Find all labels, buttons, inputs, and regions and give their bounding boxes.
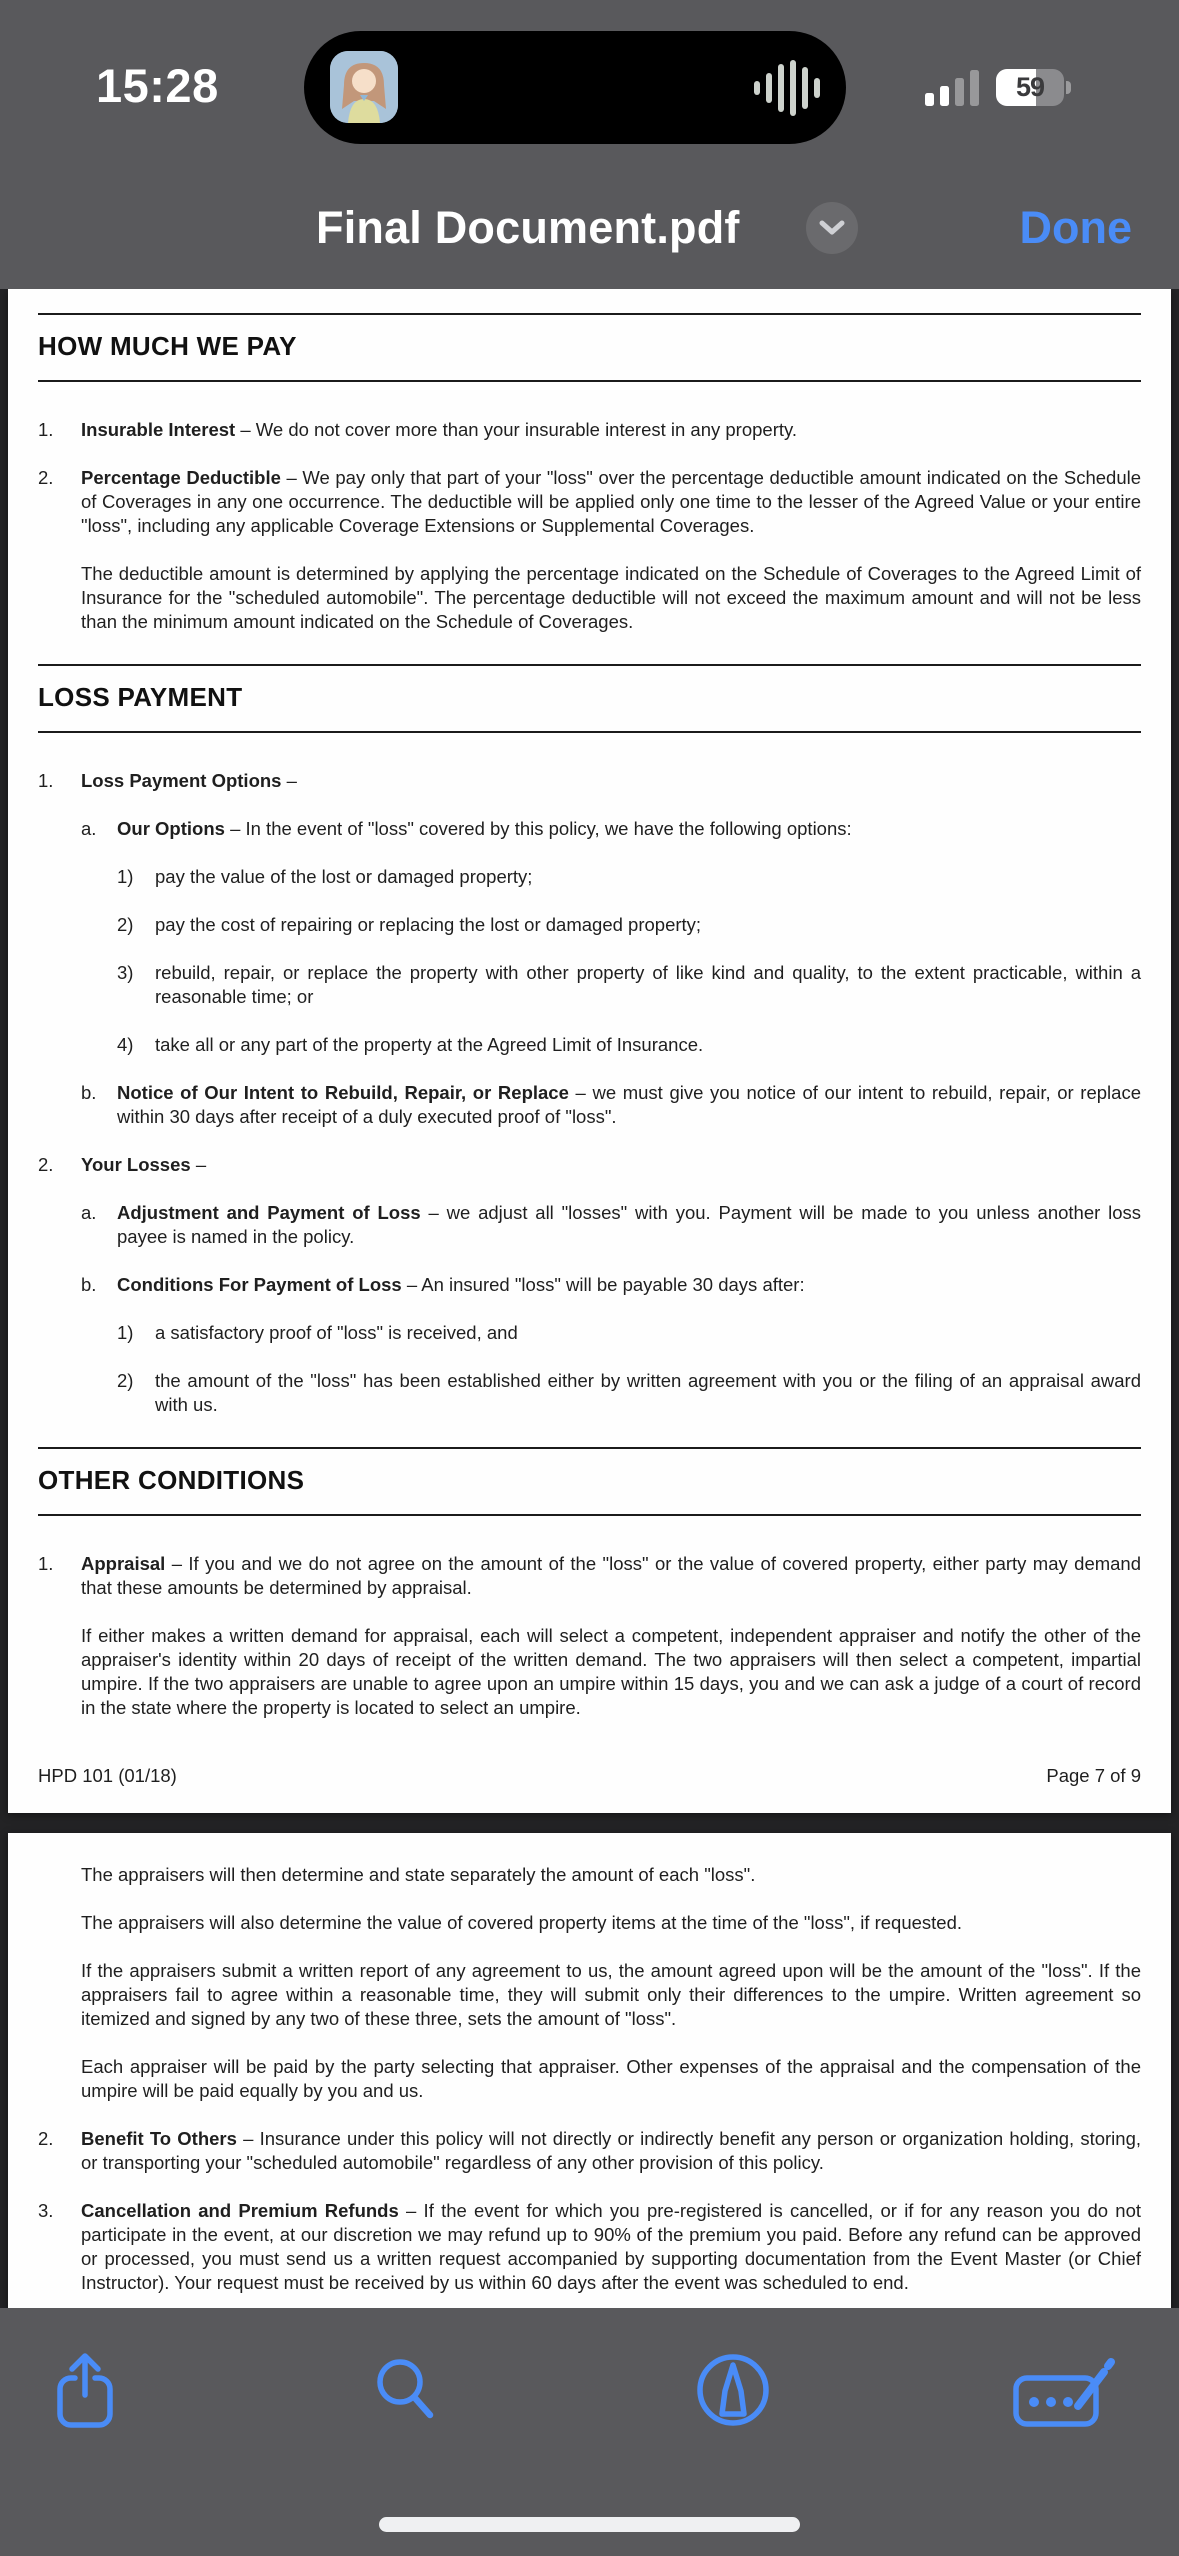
item-letter: b.: [81, 1274, 97, 1295]
list-item: [38, 1153, 1141, 1177]
item-text: Notice of Our Intent to Rebuild, Repair, or Replace – we must give you notice of our intent to rebuild, repair, or replace within 30 days after receipt of a duly executed proof of "loss".: [117, 1082, 1141, 1127]
item-letter: b.: [81, 1082, 97, 1103]
markup-icon: [696, 2353, 770, 2427]
list-item: [81, 1081, 1141, 1129]
item-number: 2.: [38, 2128, 54, 2149]
battery-nub: [1066, 81, 1071, 94]
item-text: Our Options – In the event of "loss" covered by this policy, we have the following options:: [117, 818, 852, 839]
markup-button[interactable]: [678, 2340, 788, 2440]
share-icon: [56, 2351, 114, 2429]
form-number: HPD 101 (01/18): [38, 1765, 177, 1786]
list-item: [38, 769, 1141, 793]
item-text: pay the cost of repairing or replacing the lost or damaged property;: [155, 914, 702, 935]
item-text: take all or any part of the property at the Agreed Limit of Insurance.: [155, 1034, 704, 1055]
item-text: a satisfactory proof of "loss" is received, and: [155, 1322, 518, 1343]
list-item: [117, 1033, 1141, 1057]
page-number: Page 7 of 9: [1046, 1765, 1141, 1786]
item-number: 1.: [38, 1553, 54, 1574]
paragraph: The appraisers will then determine and state separately the amount of each "loss".: [81, 1864, 756, 1885]
paragraph: The deductible amount is determined by applying the percentage indicated on the Schedule of Coverages to the Agreed Limit of Insurance for the "scheduled automobile". The percentage deductible will not exceed the maximum amount and will not be less than the minimum amount indicated on the Schedule of Coverages.: [81, 563, 1141, 632]
section-heading-how-much-we-pay: HOW MUCH WE PAY: [38, 331, 297, 361]
share-button[interactable]: [30, 2340, 140, 2440]
section-rule: [38, 380, 1141, 382]
item-text: Appraisal – If you and we do not agree on the amount of the "loss" or the value of covered property, either party may demand that these amounts be determined by appraisal.: [81, 1553, 1142, 1598]
status-time: 15:28: [96, 59, 219, 112]
nav-bar: [0, 196, 1179, 260]
section-rule: [38, 1447, 1141, 1449]
item-number: 1.: [38, 770, 54, 791]
search-icon: [375, 2358, 437, 2422]
list-item: [38, 2127, 1141, 2175]
done-button[interactable]: Done: [1019, 202, 1132, 253]
search-button[interactable]: [351, 2340, 461, 2440]
section-rule: [38, 1514, 1141, 1516]
item-text: Conditions For Payment of Loss – An insured "loss" will be payable 30 days after:: [117, 1274, 805, 1295]
item-text: the amount of the "loss" has been established either by written agreement with you or the filing of an appraisal award with us.: [155, 1370, 1141, 1415]
item-text: Loss Payment Options –: [81, 770, 297, 791]
item-number: 3): [117, 962, 134, 983]
list-item: [81, 1201, 1141, 1249]
list-item: [117, 1321, 1141, 1345]
battery-percent: 59: [1015, 72, 1045, 102]
item-number: 2.: [38, 467, 54, 488]
item-number: 2): [117, 1370, 134, 1391]
item-text: Benefit To Others – Insurance under this policy will not directly or indirectly benefit any person or organization holding, storing, or transporting your "scheduled automobile" regardless of any other provision of this policy.: [81, 2128, 1142, 2173]
paragraph: If either makes a written demand for appraisal, each will select a competent, independent appraiser and notify the other of the appraiser's identity within 20 days of receipt of the written demand. The two appraisers will then select a competent, impartial umpire. If the two appraisers are unable to agree upon an umpire within 15 days, you and we can ask a judge of a court of record in the state where the property is located to select an umpire.: [81, 1625, 1141, 1718]
item-letter: a.: [81, 818, 97, 839]
paragraph: If the appraisers submit a written report of any agreement to us, the amount agreed upon will be the amount of the "loss". If the appraisers fail to agree within a reasonable time, they will submit only their differences to the umpire. Written agreement so itemized and signed by any two of these three, sets the amount of "loss".: [81, 1960, 1141, 2029]
list-item: [38, 2199, 1141, 2295]
section-rule: [38, 731, 1141, 733]
pdf-page-7: [8, 289, 1171, 1813]
title-menu-button[interactable]: [806, 202, 858, 254]
signature-icon: [1012, 2350, 1116, 2430]
section-heading-other-conditions: OTHER CONDITIONS: [38, 1465, 305, 1495]
paragraph: Each appraiser will be paid by the party selecting that appraiser. Other expenses of the appraisal and the compensation of the umpire will be paid equally by you and us.: [81, 2056, 1141, 2101]
section-rule: [38, 313, 1141, 315]
audio-waveform: [754, 31, 820, 144]
item-number: 2): [117, 914, 134, 935]
list-item: [81, 817, 1141, 841]
list-item: [81, 1273, 1141, 1297]
item-text: Percentage Deductible – We pay only that part of your "loss" over the percentage deductible amount indicated on the Schedule of Coverages in any one occurrence. The deductible will be applied only one time to the lesser of the Agreed Value or your entire "loss", including any applicable Coverage Extensions or Supplemental Coverages.: [81, 467, 1142, 536]
chevron-down-icon: [819, 220, 845, 236]
item-text: Insurable Interest – We do not cover more than your insurable interest in any property.: [81, 419, 798, 440]
section-rule: [38, 664, 1141, 666]
item-number: 1): [117, 866, 134, 887]
document-title: Final Document.pdf: [316, 202, 740, 253]
home-indicator[interactable]: [379, 2517, 800, 2532]
item-number: 1.: [38, 419, 54, 440]
section-heading-loss-payment: LOSS PAYMENT: [38, 682, 243, 712]
list-item: [38, 466, 1141, 538]
signature-button[interactable]: [1009, 2340, 1119, 2440]
item-number: 3.: [38, 2200, 54, 2221]
paragraph: The appraisers will also determine the value of covered property items at the time of the "loss", if requested.: [81, 1912, 963, 1933]
item-number: 2.: [38, 1154, 54, 1175]
list-item: [38, 1552, 1141, 1600]
dynamic-island[interactable]: [304, 31, 846, 144]
top-bar: [0, 0, 1179, 289]
item-text: pay the value of the lost or damaged property;: [155, 866, 533, 887]
page-footer: [38, 1765, 1141, 1787]
item-text: rebuild, repair, or replace the property with other property of like kind and quality, to the extent practicable, within a reasonable time; or: [155, 962, 1141, 1007]
app-avatar: [330, 51, 398, 123]
battery-icon: [996, 69, 1064, 106]
list-item: [117, 1369, 1141, 1417]
list-item: [117, 913, 1141, 937]
item-number: 4): [117, 1034, 134, 1055]
item-number: 1): [117, 1322, 134, 1343]
item-text: Your Losses –: [81, 1154, 207, 1175]
item-text: Cancellation and Premium Refunds – If the event for which you pre-registered is cancelled, or if for any reason you do not participate in the event, at our discretion we may refund up to 90% of the premium you paid. Before any refund can be approved or processed, you must send us a written request accompanied by supporting documentation from the Event Master (or Chief Instructor). Your request must be received by us within 60 days after the event was scheduled to end.: [81, 2200, 1141, 2293]
item-text: Adjustment and Payment of Loss – we adjust all "losses" with you. Payment will be made to you unless another loss payee is named in the policy.: [117, 1202, 1142, 1247]
signal-icon: [925, 70, 983, 106]
list-item: [117, 961, 1141, 1009]
list-item: [117, 865, 1141, 889]
list-item: [38, 418, 1141, 442]
item-letter: a.: [81, 1202, 97, 1223]
